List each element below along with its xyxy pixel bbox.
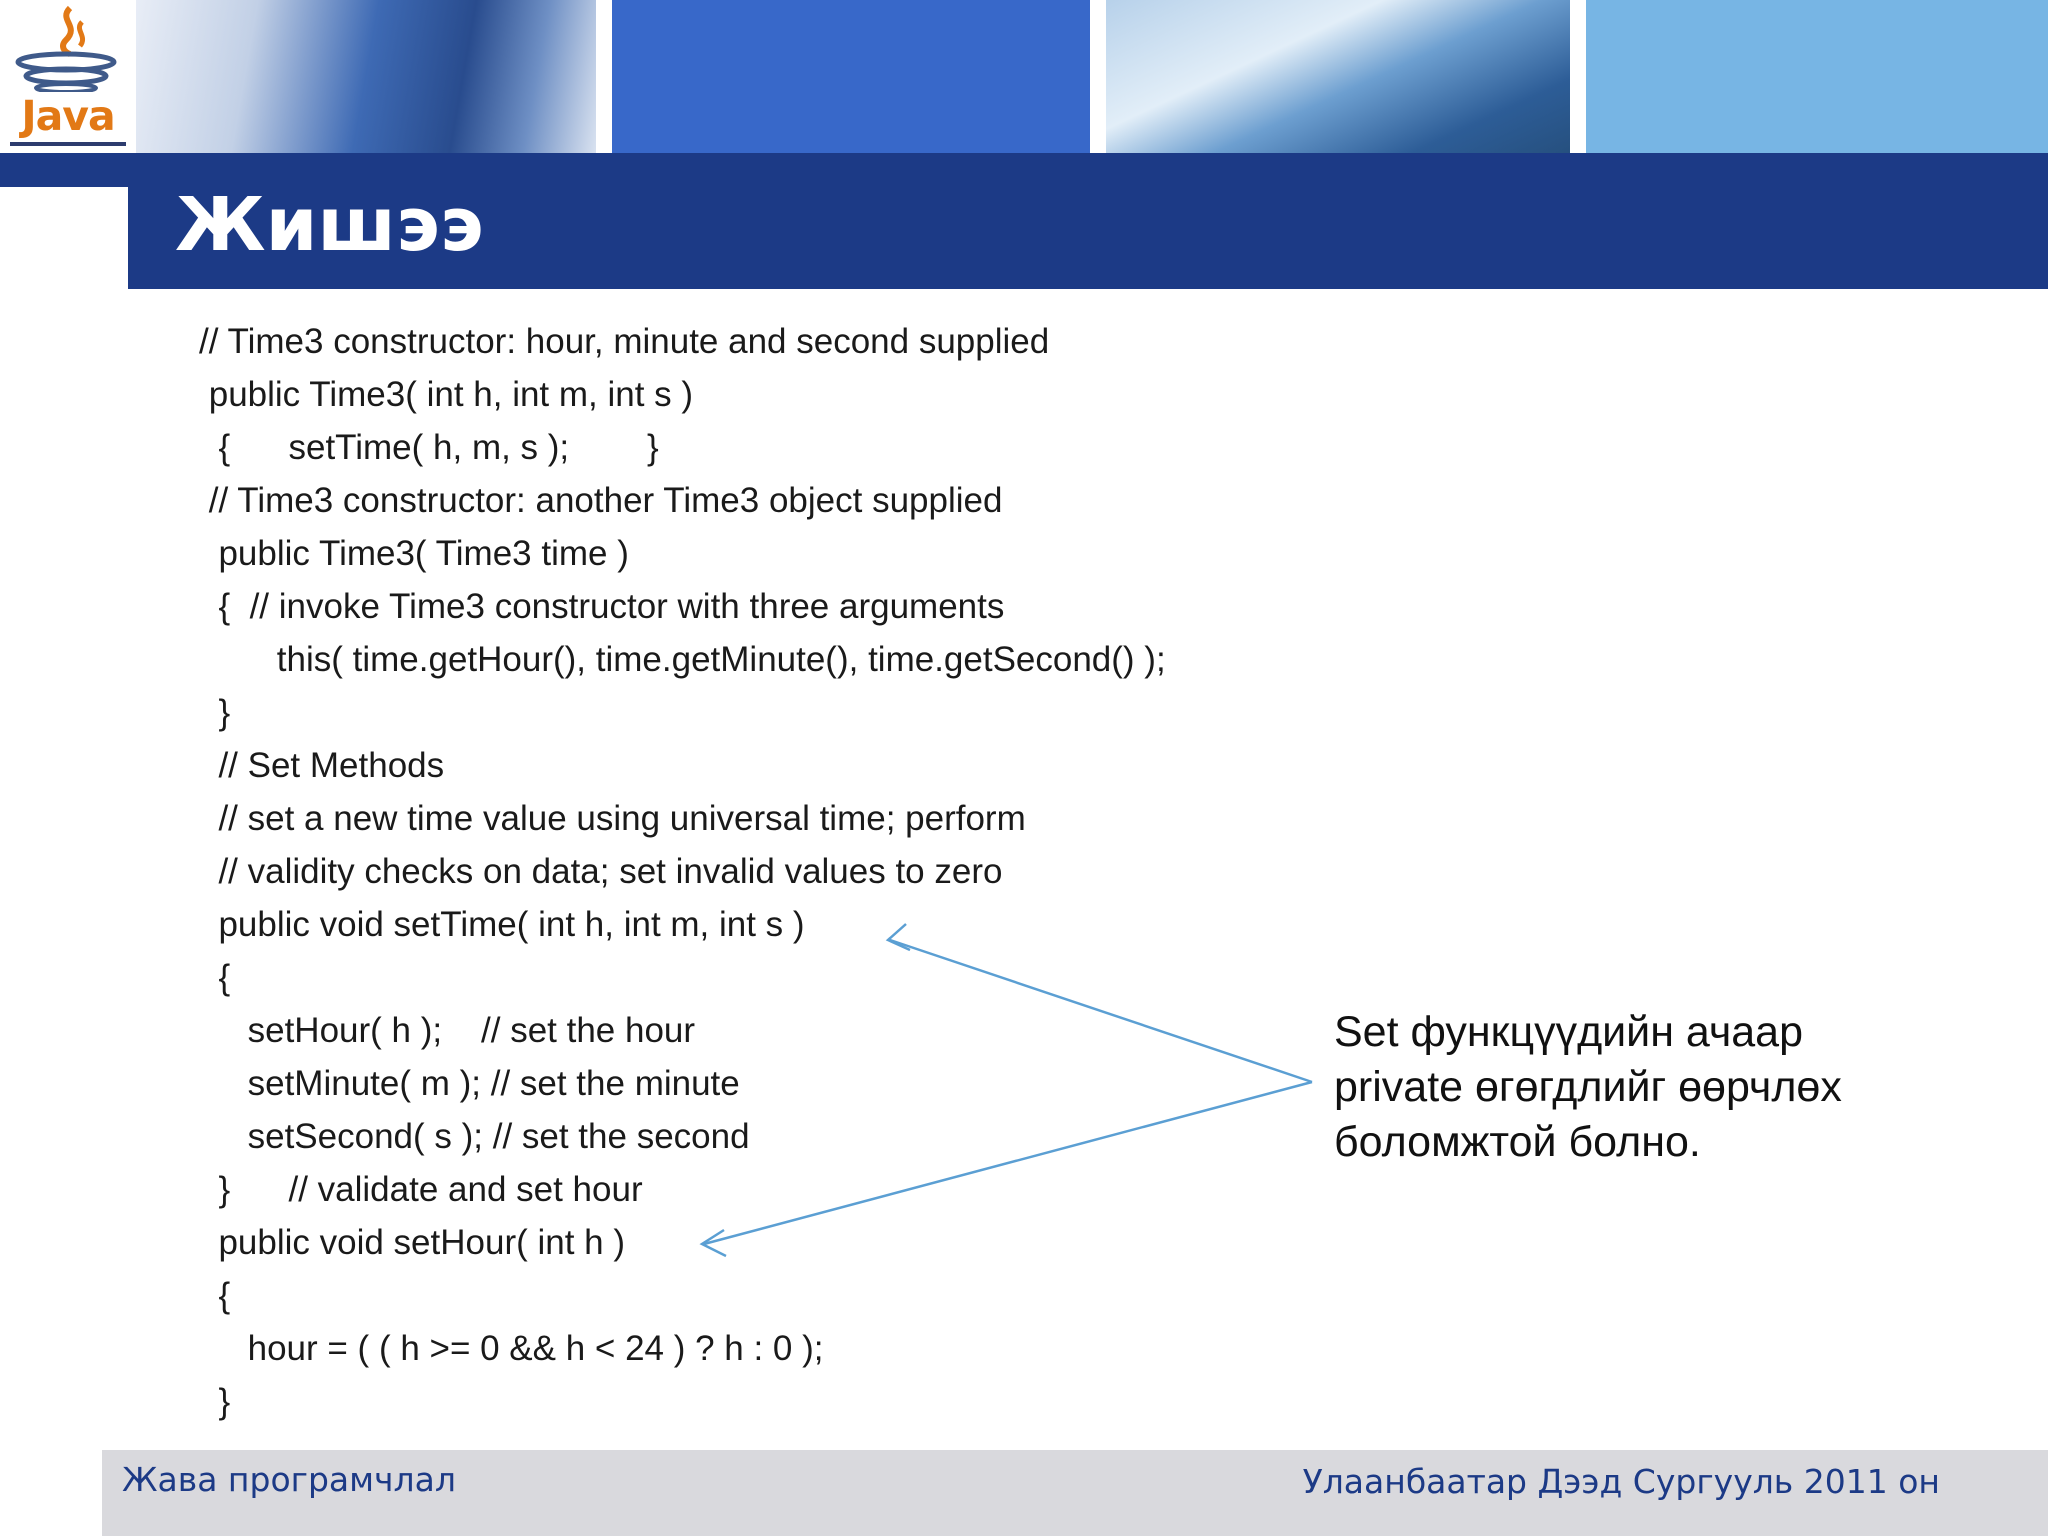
code-line: // Time3 constructor: another Time3 object supplied	[199, 481, 1003, 520]
code-line: // Time3 constructor: hour, minute and second supplied	[199, 322, 1050, 361]
code-line: }	[199, 1382, 231, 1421]
code-line: setSecond( s ); // set the second	[199, 1117, 750, 1156]
code-line: public Time3( int h, int m, int s )	[199, 375, 694, 414]
code-line: public void setTime( int h, int m, int s )	[199, 905, 805, 944]
code-line: }	[199, 693, 231, 732]
annotation-line: боломжтой болно.	[1334, 1118, 1701, 1166]
arrow-to-settime	[890, 940, 1312, 1082]
code-line: { setTime( h, m, s ); }	[199, 428, 659, 467]
code-line: this( time.getHour(), time.getMinute(), time.getSecond() );	[199, 640, 1166, 679]
code-line: public Time3( Time3 time )	[199, 534, 629, 573]
code-line: } // validate and set hour	[199, 1170, 643, 1209]
code-line: hour = ( ( h >= 0 && h < 24 ) ? h : 0 );	[199, 1329, 824, 1368]
arrowhead-sethour	[702, 1230, 726, 1256]
footer-course-name: Жава програмчлал	[122, 1460, 456, 1499]
code-line: { // invoke Time3 constructor with three arguments	[199, 587, 1005, 626]
code-line: setHour( h ); // set the hour	[199, 1011, 696, 1050]
annotation-note	[1334, 1005, 1954, 1170]
code-line: setMinute( m ); // set the minute	[199, 1064, 740, 1103]
code-line: // Set Methods	[199, 746, 445, 785]
java-logo-text: Java	[21, 92, 115, 140]
footer-institution: Улаанбаатар Дээд Сургууль 2011 он	[1302, 1462, 1940, 1501]
annotation-line: Set функцүүдийн ачаар	[1334, 1008, 1804, 1056]
code-line: // set a new time value using universal time; perform	[199, 799, 1026, 838]
annotation-line: private өгөгдлийг өөрчлөх	[1334, 1063, 1842, 1111]
code-line: // validity checks on data; set invalid values to zero	[199, 852, 1003, 891]
arrow-to-sethour	[704, 1082, 1312, 1244]
code-line: {	[199, 958, 231, 997]
code-line: public void setHour( int h )	[199, 1223, 626, 1262]
code-line: {	[199, 1276, 231, 1315]
slide-title: Жишээ	[175, 182, 484, 268]
